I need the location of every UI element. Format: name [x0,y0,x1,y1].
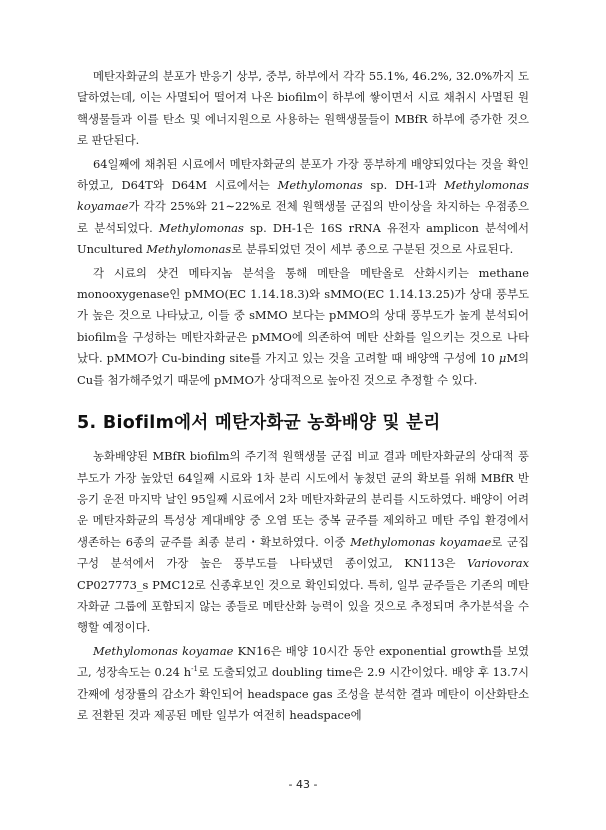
unit-symbol: μ [498,351,507,366]
superscript: -1 [191,665,198,674]
paragraph-text: 로 분류되었던 것이 세부 종으로 구분된 것으로 사료된다. [231,242,514,257]
species-name: Methylomonas koyamae [93,643,234,658]
paragraph-day64 [77,154,529,261]
species-name: Methylomonas koyamae [77,178,529,214]
paragraph-text: 64일째에 채취된 시료에서 메탄자화균의 분포가 가장 풍부하게 배양되었다는 것을 확인하였고, D64T와 D64M 시료에서는 [77,156,529,193]
document-page [77,66,529,726]
paragraph-text: 로 도출되었고 doubling time은 2.9 시간이었다. 배양 후 13.7시간째에 성장률의 감소가 확인되어 headspace gas 조성을 분석한 결과 메탄이 이산화탄소로 전환된 것과 제공된 메탄 일부가 여전히 headspace에 [77,665,530,722]
section-enrichment [77,446,529,726]
paragraph-metagenome [77,263,529,391]
species-name: Variovorax [467,556,529,571]
paragraph-text: M의 Cu를 첨가해주었기 때문에 pMMO가 상대적으로 높아진 것으로 추정할 수 있다. [77,351,529,387]
paragraph-text: 로 군집 구성 분석에서 가장 높은 풍부도를 나타냈던 종이었고, KN113은 [77,534,529,571]
species-name: Methylomonas koyamae [350,534,492,549]
paragraph-text: 메탄자화균의 분포가 반응기 상부, 중부, 하부에서 각각 55.1%, 46.2%, 32.0%까지 도달하였는데, 이는 사멸되어 떨어져 나온 biofilm이 하부에 쌓이면서 시료 채취시 사멸된 원핵생물들과 이를 탄소 및 에너지원으로 사용하는 원핵생물들이 MBfR 하부에 증가한 것으로 판단된다. [77,69,529,148]
paragraph-text: 가 각각 25%와 21∼22%로 전체 원핵생물 군집의 반이상을 차지하는 우점종으로 분석되었다. [77,199,529,235]
paragraph-isolation [77,446,529,639]
paragraph-text: 각 시료의 샷건 메타지놈 분석을 통해 메탄을 메탄올로 산화시키는 methane monooxygenase인 pMMO(EC 1.14.18.3)와 sMMO(EC 1.14.13.25)가 상대 풍부도가 높은 것으로 나타났고, 이들 중 sMMO 보다는 pMMO의 상대 풍부도가 높게 분석되어 biofilm을 구성하는 메탄자화균은 pMMO에 의존하여 메탄 산화를 일으키는 것으로 나타났다. pMMO가 Cu-binding site를 가지고 있는 것을 고려할 때 배양액 구성에 10 [77,265,529,366]
species-name: Methylomonas [277,178,363,193]
paragraph-text: sp. DH-1과 [362,178,445,193]
page-number: - 43 - [288,778,318,791]
paragraph-growth [77,641,529,727]
paragraph-text: sp. DH-1은 16S rRNA 유전자 amplicon 분석에서 Uncultured [77,220,529,257]
paragraph-text: CP027773_s PMC12로 신종후보인 것으로 확인되었다. 특히, 일부 균주들은 기존의 메탄자화균 그룹에 포함되지 않는 종들로 메탄산화 능력이 있을 것으로 추정되며 추가분석을 수행할 예정이다. [77,577,529,635]
section-heading: 5. Biofilm에서 메탄자화균 농화배양 및 분리 [77,413,441,434]
species-name: Methylomonas [158,220,244,235]
paragraph-text: 농화배양된 MBfR biofilm의 주기적 원핵생물 군집 비교 결과 메탄자화균의 상대적 풍부도가 가장 높았던 64일째 시료와 1차 분리 시도에서 놓쳤던 균의 확보를 위해 MBfR 반응기 운전 마지막 날인 95일째 시료에서 2차 메탄자화균의 분리를 시도하였다. 배양이 어려운 메탄자화균의 특성상 계대배양 중 오염 또는 중복 균주를 제외하고 메탄 주입 환경에서 생존하는 6종의 균주를 최종 분리・확보하였다. 이중 [77,449,529,549]
paragraph-distribution [77,66,529,152]
species-name: Methylomonas [146,242,232,257]
section-results [77,66,529,391]
paragraph-text: KN16은 배양 10시간 동안 exponential growth를 보였고, 성장속도는 0.24 h [77,643,530,680]
